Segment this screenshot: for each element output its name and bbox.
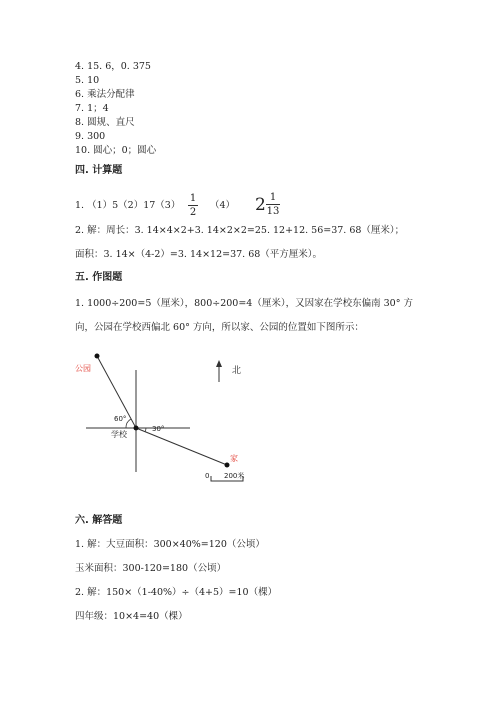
- answer-item-8: 8. 圆规、直尺: [75, 117, 135, 128]
- north-arrow-icon: [216, 360, 222, 367]
- answer-item-7: 7. 1；4: [75, 103, 109, 114]
- drawing-q1-line2: 向，公园在学校西偏北 60° 方向，所以家、公园的位置如下图所示：: [75, 322, 364, 333]
- angle-arc-30: [145, 428, 146, 432]
- answer-item-4: 4. 15. 6，0. 375: [75, 61, 151, 72]
- home-line: [136, 428, 227, 465]
- home-label: 家: [230, 454, 238, 463]
- answer-item-10: 10. 圆心；0；圆心: [75, 145, 157, 156]
- park-label: 公园: [75, 364, 91, 373]
- mixed-number-fraction: [266, 192, 280, 217]
- solve-q1-line2: 玉米面积：300-120=180（公顷）: [75, 563, 227, 574]
- fraction-bar: [266, 204, 280, 205]
- school-point: [134, 426, 139, 431]
- calc-q1-part4: （4）: [210, 200, 236, 211]
- school-label: 学校: [111, 430, 127, 439]
- answer-item-9: 9. 300: [75, 131, 106, 142]
- drawing-q1-line1: 1. 1000÷200=5（厘米），800÷200=4（厘米），又因家在学校东偏南 30° 方: [75, 298, 413, 309]
- direction-diagram: [0, 340, 500, 490]
- angle-30-label: 30°: [152, 425, 165, 433]
- calc-q1-fraction: [188, 193, 198, 218]
- section-6-heading: 六. 解答题: [75, 515, 123, 526]
- fraction-denominator: 13: [266, 206, 280, 217]
- fraction-numerator: 1: [269, 192, 277, 203]
- angle-arc-60: [126, 419, 131, 428]
- north-label: 北: [232, 366, 242, 376]
- mixed-number-whole: 2: [255, 195, 266, 215]
- scale-length-label: 200米: [224, 472, 245, 480]
- solve-q1-line1: 1. 解：大豆面积：300×40%=120（公顷）: [75, 539, 265, 550]
- solve-q2-line1: 2. 解：150×（1-40%）÷（4+5）=10（棵）: [75, 587, 278, 598]
- answer-item-5: 5. 10: [75, 75, 100, 86]
- angle-60-label: 60°: [114, 415, 127, 423]
- fraction-denominator: 2: [189, 207, 197, 218]
- park-point: [95, 354, 100, 359]
- section-5-heading: 五. 作图题: [75, 272, 123, 283]
- fraction-bar: [188, 205, 198, 206]
- calc-q2-line2: 面积：3. 14×（4-2）=3. 14×12=37. 68（平方厘米）。: [75, 249, 323, 260]
- section-4-heading: 四. 计算题: [75, 165, 123, 176]
- fraction-numerator: 1: [189, 193, 197, 204]
- scale-zero-label: 0: [205, 472, 210, 480]
- solve-q2-line2: 四年级：10×4=40（棵）: [75, 611, 188, 622]
- calc-q2-line1: 2. 解：周长：3. 14×4×2+3. 14×2×2=25. 12+12. 56=37. 68（厘米）；: [75, 225, 405, 236]
- answer-item-6: 6. 乘法分配律: [75, 89, 135, 100]
- home-point: [225, 463, 230, 468]
- calc-q1-prefix: 1. （1）5（2）17（3）: [75, 200, 181, 211]
